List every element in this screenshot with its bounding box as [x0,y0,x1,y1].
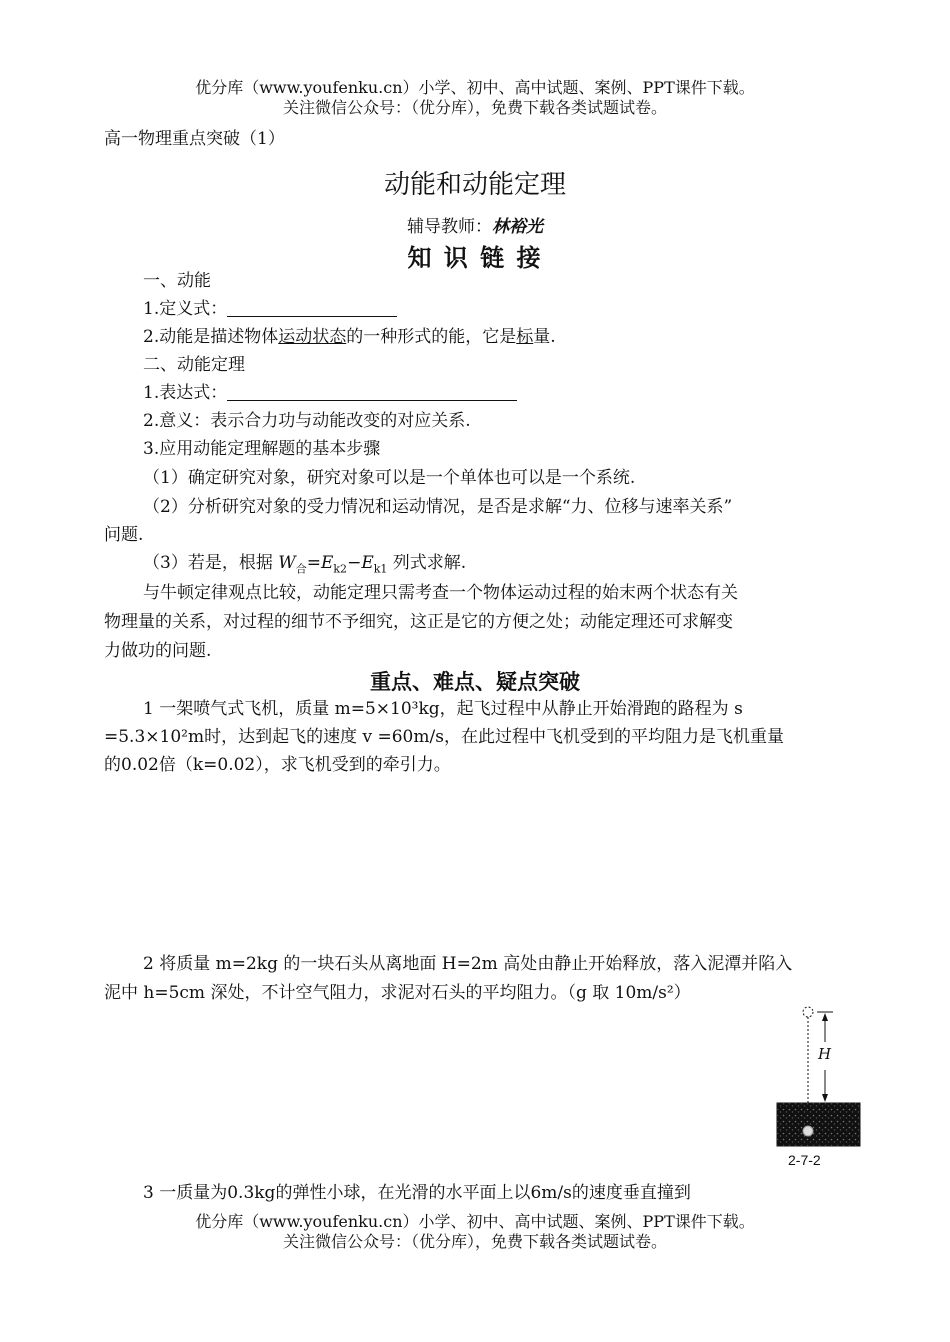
comparison-line-1: 与牛顿定律观点比较，动能定理只需考查一个物体运动过程的始末两个状态有关 [143,583,738,603]
focus-heading: 重点、难点、疑点突破 [370,670,580,694]
step3-W: W [278,553,296,573]
step3-W-sub: 合 [295,562,307,576]
step3-minus: − [347,553,362,573]
section1-item2 [143,326,556,348]
expression-blank[interactable] [227,383,517,401]
question1-line1: 1 一架喷气式飞机，质量 m=5×10³kg，起飞过程中从静止开始滑跑的路程为 s [143,699,743,719]
falling-stone-figure [770,1000,870,1160]
step3-k2: k2 [333,562,348,576]
section2-item3: 3.应用动能定理解题的基本步骤 [143,439,381,459]
knowledge-heading: 知 识 链 接 [407,244,543,272]
question2-line2: 泥中 h=5cm 深处，不计空气阻力，求泥对石头的平均阻力。（g 取 10m/s²） [104,983,691,1003]
arrow-up-icon [822,1013,828,1021]
mud-pool [777,1103,860,1146]
section2-item1 [143,382,517,404]
question1-line3: 的0.02倍（k=0.02），求飞机受到的牵引力。 [104,755,451,775]
section1-item1 [143,298,397,320]
question2-line1: 2 将质量 m=2kg 的一块石头从离地面 H=2m 高处由静止开始释放，落入泥潭并陷入 [143,954,793,974]
tutor-name: 林裕光 [492,217,543,237]
item2-underline-motion-state: 运动状态 [278,327,347,347]
stone-start-icon [803,1007,813,1017]
series-title: 高一物理重点突破（1） [104,129,285,149]
tutor-label: 辅导教师： [407,217,492,237]
item2-mid: 的一种形式的能，它是 [346,327,517,347]
step3-eq: = [306,553,321,573]
tutor-line [0,212,950,237]
footer-line-2: 关注微信公众号：（优分库），免费下载各类试题试卷。 [282,1232,667,1251]
header-line-1: 优分库（www.youfenku.cn）小学、初中、高中试题、案例、PPT课件下载。 [195,78,755,97]
comparison-line-2: 物理量的关系，对过程的细节不予细究，这正是它的方便之处；动能定理还可求解变 [104,612,733,632]
step3-post: 列式求解. [387,553,467,573]
question3-line1: 3 一质量为0.3kg的弹性小球，在光滑的水平面上以6m/s的速度垂直撞到 [143,1183,691,1203]
figure-caption: 2-7-2 [788,1152,821,1168]
step-2-line2: 问题. [104,525,144,545]
step3-pre: （3）若是，根据 [143,553,279,573]
document-title: 动能和动能定理 [383,170,566,200]
step-3 [143,552,466,580]
step3-E2: E [320,553,334,573]
item2-post: 量. [533,327,556,347]
step-1: （1）确定研究对象，研究对象可以是一个单体也可以是一个系统. [143,468,636,488]
section2-heading: 二、动能定理 [143,355,245,375]
arrow-down-icon [822,1094,828,1102]
item2-underline-scalar: 标 [516,327,534,347]
section1-heading: 一、动能 [143,271,211,291]
expression-label: 1.表达式： [143,383,228,403]
comparison-line-3: 力做功的问题. [104,641,212,661]
item2-pre: 2.动能是描述物体 [143,327,279,347]
header-line-2: 关注微信公众号：（优分库），免费下载各类试题试卷。 [282,98,667,117]
step3-k1: k1 [373,562,388,576]
step-2-line1: （2）分析研究对象的受力情况和运动情况，是否是求解“力、位移与速率关系” [143,497,733,517]
footer-line-1: 优分库（www.youfenku.cn）小学、初中、高中试题、案例、PPT课件下载。 [195,1212,755,1231]
step3-E1: E [361,553,374,573]
height-label: H [818,1045,832,1063]
definition-label: 1.定义式： [143,299,228,319]
definition-blank[interactable] [227,299,397,317]
question1-line2: =5.3×10²m时，达到起飞的速度 v =60m/s，在此过程中飞机受到的平均阻力是飞机重量 [104,727,784,747]
section2-item2: 2.意义：表示合力功与动能改变的对应关系. [143,411,471,431]
stone-icon [803,1126,813,1136]
